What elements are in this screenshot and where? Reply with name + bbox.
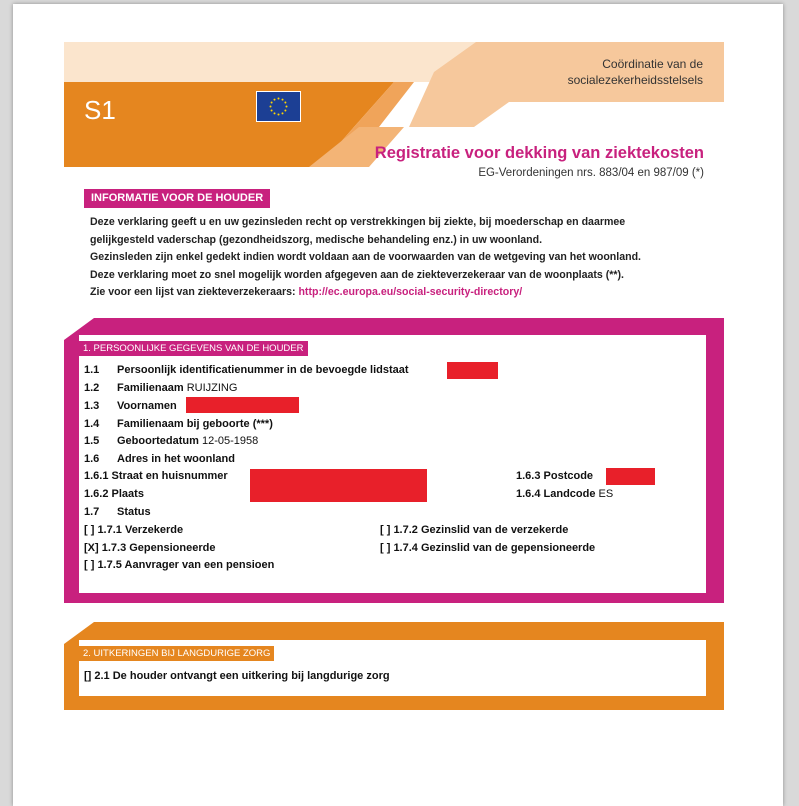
country-code-value: ES xyxy=(598,488,614,500)
surname-value: RUIJZING xyxy=(186,382,238,394)
org-name xyxy=(568,56,703,88)
field-1-7: 1.7 Status xyxy=(84,506,151,518)
field-1-4: 1.4 Familienaam bij geboorte (***) xyxy=(84,418,273,430)
info-line-3: Gezinsleden zijn enkel gedekt indien wordt voldaan aan de voorwaarden van de wetgeving van het woonland. xyxy=(90,251,641,263)
info-link-prefix: Zie voor een lijst van ziekteverzekeraars: xyxy=(90,286,299,298)
status-pensioner: [X] 1.7.3 Gepensioneerde xyxy=(84,542,216,554)
field-1-6-2: 1.6.2 Plaats xyxy=(84,488,144,500)
field-1-6-4: 1.6.4 Landcode ES xyxy=(516,488,614,500)
org-line-2: socialezekerheidsstelsels xyxy=(567,73,703,87)
document-subtitle: EG-Verordeningen nrs. 883/04 en 987/09 (*) xyxy=(478,167,704,179)
redacted-first-names xyxy=(186,397,299,413)
field-1-3: 1.3 Voornamen xyxy=(84,400,177,412)
org-line-1: Coördinatie van de xyxy=(602,57,703,71)
info-heading: INFORMATIE VOOR DE HOUDER xyxy=(84,189,270,208)
field-1-6-3: 1.6.3 Postcode xyxy=(516,470,594,482)
redacted-postcode xyxy=(606,468,655,485)
redacted-address xyxy=(250,469,427,502)
field-1-5: 1.5 Geboortedatum 12-05-1958 xyxy=(84,435,259,447)
status-family-insured: [ ] 1.7.2 Gezinslid van de verzekerde xyxy=(380,524,569,536)
status-family-pensioner: [ ] 1.7.4 Gezinslid van de gepensioneerde xyxy=(380,542,596,554)
field-1-1: 1.1 Persoonlijk identificatienummer in de bevoegde lidstaat xyxy=(84,364,409,376)
directory-link[interactable]: http://ec.europa.eu/social-security-directory/ xyxy=(298,286,523,298)
section-1-heading: 1. PERSOONLIJKE GEGEVENS VAN DE HOUDER xyxy=(79,341,308,356)
status-pension-applicant: [ ] 1.7.5 Aanvrager van een pensioen xyxy=(84,559,275,571)
redacted-id-number xyxy=(447,362,498,379)
section-2-heading: 2. UITKERINGEN BIJ LANGDURIGE ZORG xyxy=(79,646,274,661)
info-line-1: Deze verklaring geeft u en uw gezinsleden recht op verstrekkingen bij ziekte, bij moederschap en daarmee xyxy=(90,216,626,228)
info-text xyxy=(90,214,730,302)
document-title: Registratie voor dekking van ziektekosten xyxy=(374,144,704,162)
status-insured: [ ] 1.7.1 Verzekerde xyxy=(84,524,184,536)
birthdate-value: 12-05-1958 xyxy=(201,435,259,447)
form-code: S1 xyxy=(84,95,116,125)
info-line-2: gelijkgesteld vaderschap (gezondheidszorg, medische behandeling enz.) in uw woonland. xyxy=(90,233,543,246)
field-2-1: [] 2.1 De houder ontvangt een uitkering bij langdurige zorg xyxy=(84,670,390,682)
field-1-2: 1.2 Familienaam RUIJZING xyxy=(84,382,238,394)
eu-flag-icon xyxy=(256,91,301,122)
field-1-6-1: 1.6.1 Straat en huisnummer xyxy=(84,470,228,482)
info-line-4: Deze verklaring moet zo snel mogelijk worden afgegeven aan de ziekteverzekeraar van de woonplaats (**). xyxy=(90,268,624,281)
field-1-6: 1.6 Adres in het woonland xyxy=(84,453,235,465)
info-line-5 xyxy=(90,284,730,302)
